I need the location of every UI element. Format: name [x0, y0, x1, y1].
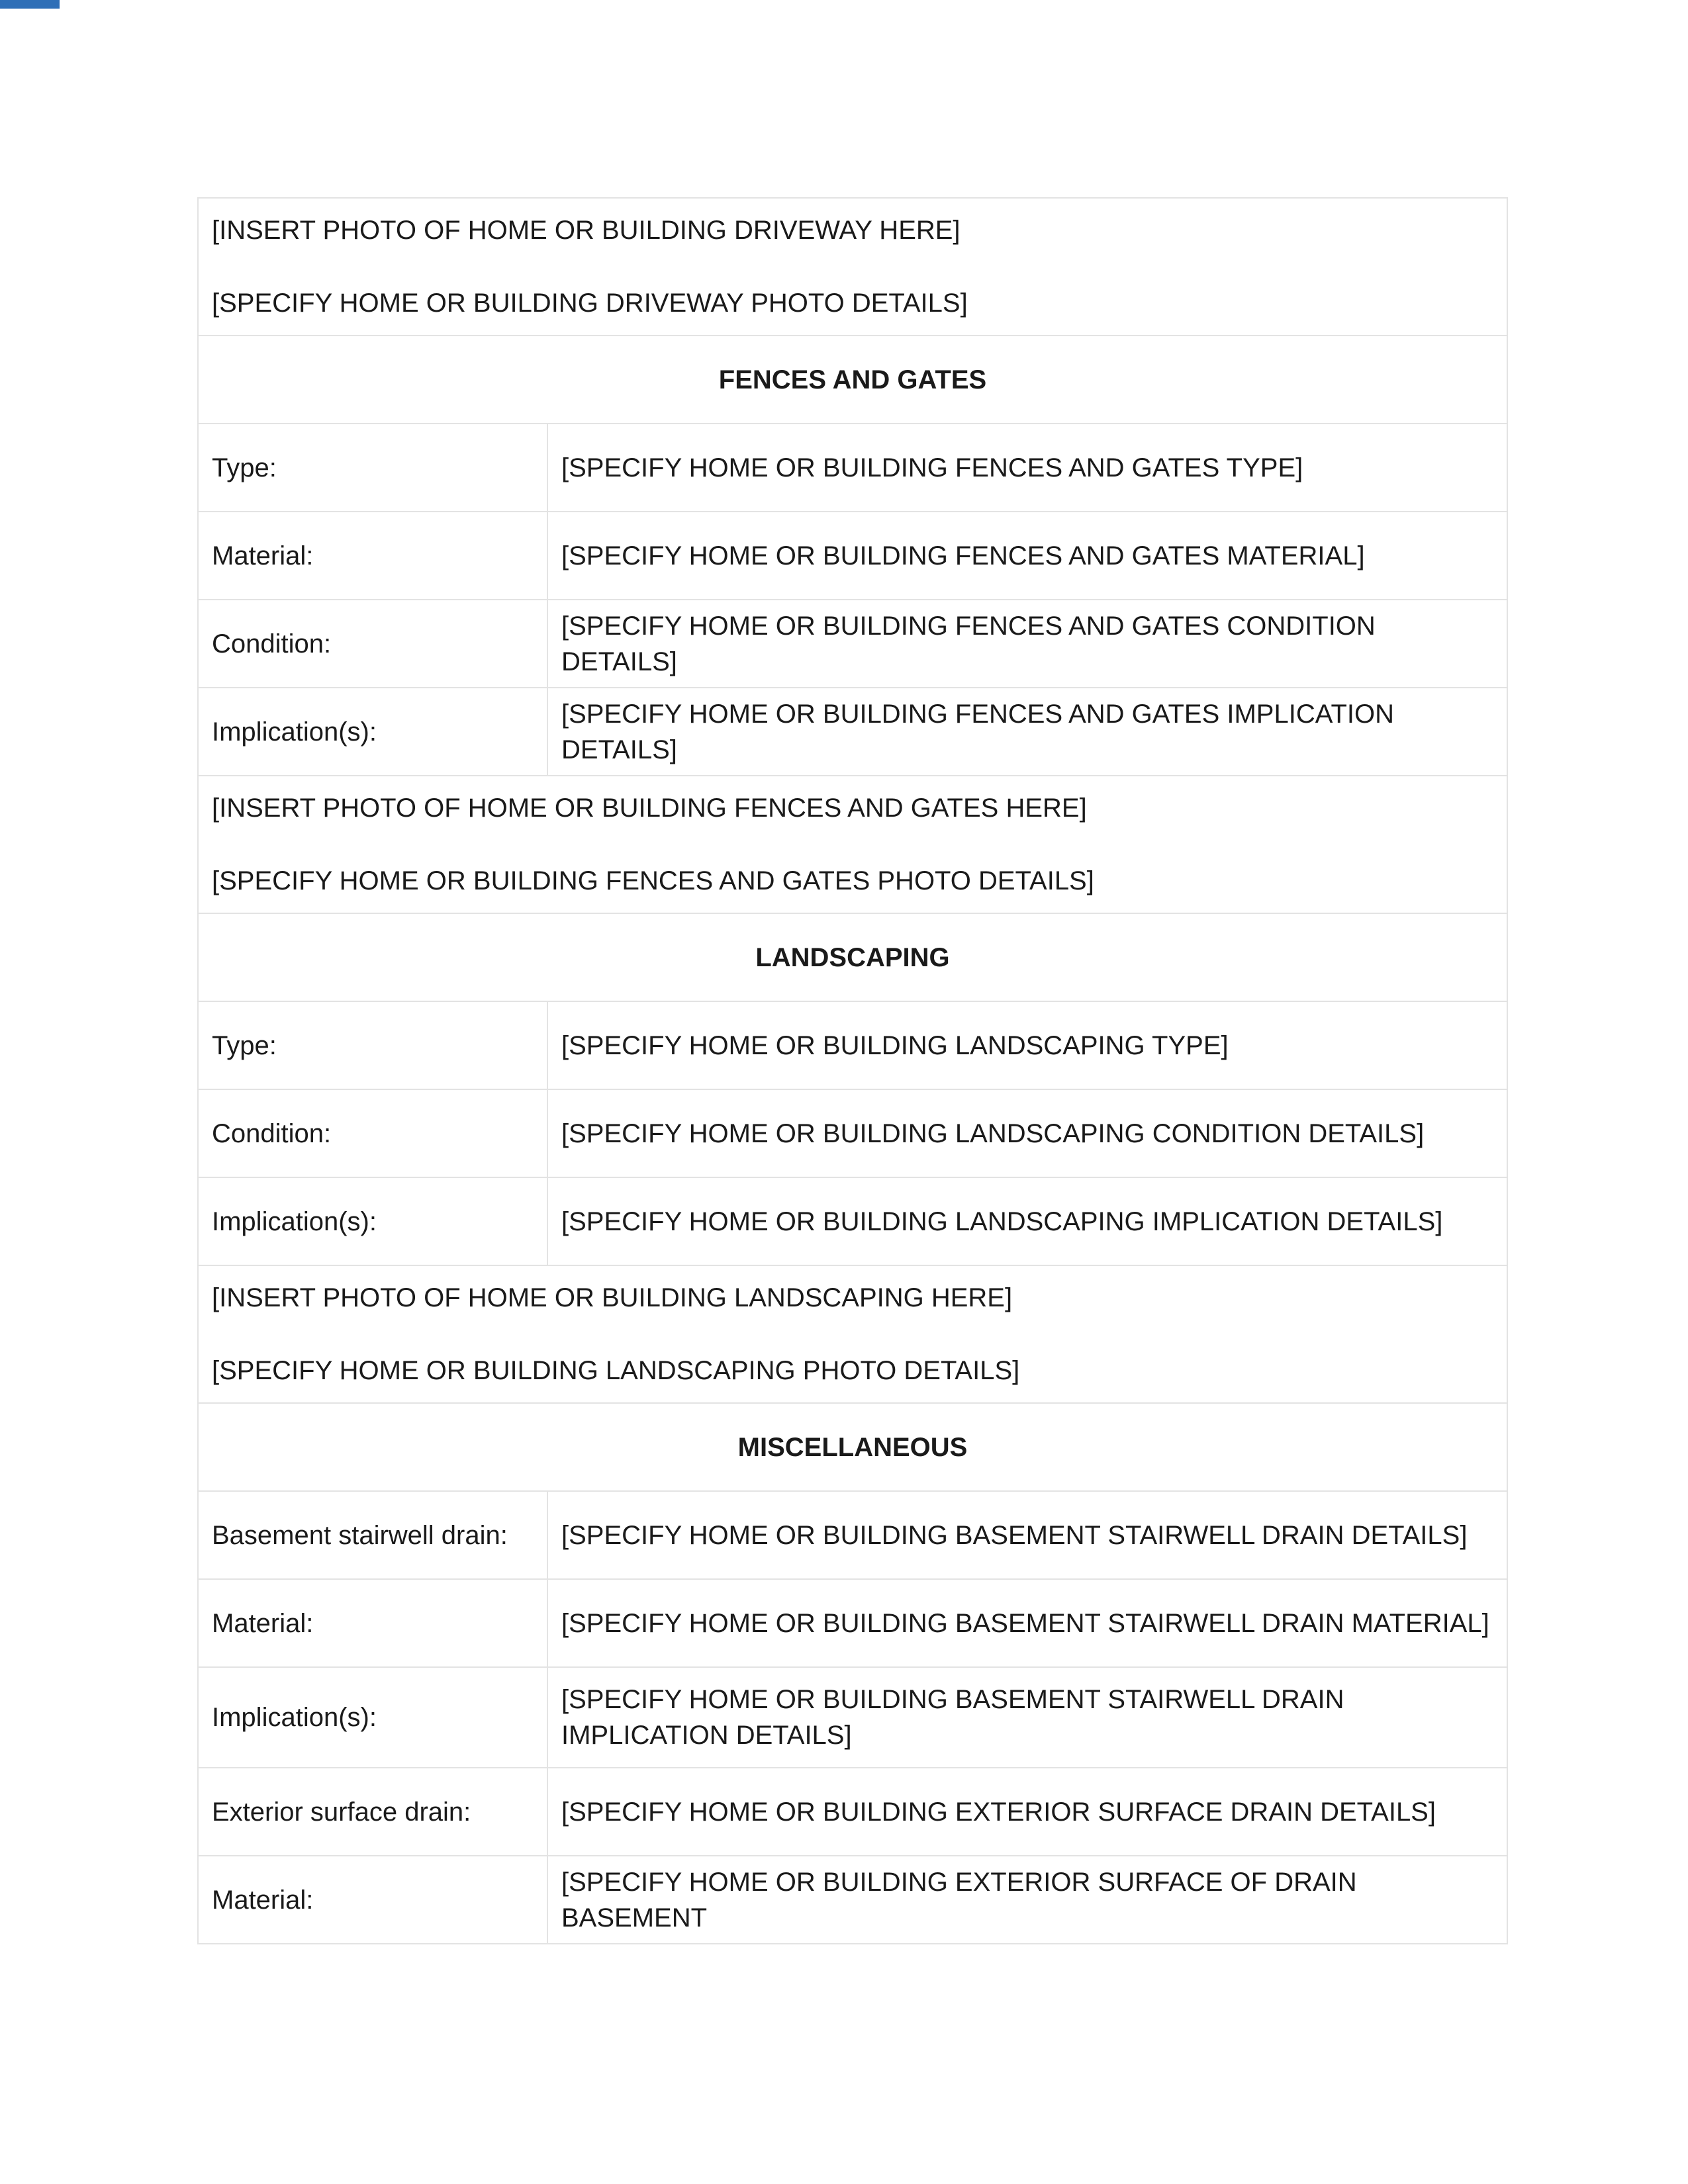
fences-photo-insert: [INSERT PHOTO OF HOME OR BUILDING FENCES AND GATES HERE]	[212, 794, 1087, 823]
fences-photo-cell[interactable]	[198, 776, 1507, 913]
field-label: Condition:	[198, 1089, 547, 1177]
landscaping-photo-cell[interactable]	[198, 1265, 1507, 1403]
table-row	[198, 600, 1507, 688]
misc-heading: MISCELLANEOUS	[198, 1403, 1507, 1491]
table-row	[198, 1089, 1507, 1177]
landscaping-photo-row	[198, 1265, 1507, 1403]
field-label: Type:	[198, 1001, 547, 1089]
driveway-photo-details: [SPECIFY HOME OR BUILDING DRIVEWAY PHOTO DETAILS]	[212, 289, 968, 318]
fences-photo-row	[198, 776, 1507, 913]
field-label: Material:	[198, 1579, 547, 1667]
fences-photo-details: [SPECIFY HOME OR BUILDING FENCES AND GATES PHOTO DETAILS]	[212, 866, 1094, 895]
landscaping-heading-row	[198, 913, 1507, 1001]
field-value[interactable]: [SPECIFY HOME OR BUILDING LANDSCAPING CONDITION DETAILS]	[547, 1089, 1507, 1177]
field-label: Exterior surface drain:	[198, 1768, 547, 1856]
table-row	[198, 1491, 1507, 1579]
fences-heading-row	[198, 336, 1507, 424]
table-row	[198, 1856, 1507, 1944]
fences-heading: FENCES AND GATES	[198, 336, 1507, 424]
landscaping-photo-details: [SPECIFY HOME OR BUILDING LANDSCAPING PHOTO DETAILS]	[212, 1356, 1020, 1385]
field-label: Material:	[198, 1856, 547, 1944]
field-label: Implication(s):	[198, 1667, 547, 1768]
field-value[interactable]: [SPECIFY HOME OR BUILDING LANDSCAPING IMPLICATION DETAILS]	[547, 1177, 1507, 1265]
landscaping-heading: LANDSCAPING	[198, 913, 1507, 1001]
field-label: Basement stairwell drain:	[198, 1491, 547, 1579]
table-row	[198, 1177, 1507, 1265]
table-row	[198, 1001, 1507, 1089]
driveway-photo-insert: [INSERT PHOTO OF HOME OR BUILDING DRIVEWAY HERE]	[212, 216, 961, 245]
field-value[interactable]: [SPECIFY HOME OR BUILDING LANDSCAPING TYPE]	[547, 1001, 1507, 1089]
field-value[interactable]: [SPECIFY HOME OR BUILDING BASEMENT STAIRWELL DRAIN IMPLICATION DETAILS]	[547, 1667, 1507, 1768]
table-row	[198, 512, 1507, 600]
driveway-photo-row	[198, 198, 1507, 336]
corner-accent-bar	[0, 0, 60, 9]
field-value[interactable]: [SPECIFY HOME OR BUILDING EXTERIOR SURFACE OF DRAIN BASEMENT	[547, 1856, 1507, 1944]
table-row	[198, 1579, 1507, 1667]
field-label: Material:	[198, 512, 547, 600]
inspection-report-table	[197, 197, 1508, 1944]
driveway-photo-cell[interactable]	[198, 198, 1507, 336]
field-value[interactable]: [SPECIFY HOME OR BUILDING FENCES AND GATES MATERIAL]	[547, 512, 1507, 600]
field-label: Implication(s):	[198, 1177, 547, 1265]
field-label: Type:	[198, 424, 547, 512]
landscaping-photo-insert: [INSERT PHOTO OF HOME OR BUILDING LANDSCAPING HERE]	[212, 1283, 1013, 1312]
table-row	[198, 1768, 1507, 1856]
table-row	[198, 424, 1507, 512]
field-value[interactable]: [SPECIFY HOME OR BUILDING FENCES AND GATES TYPE]	[547, 424, 1507, 512]
table-row	[198, 1667, 1507, 1768]
misc-heading-row	[198, 1403, 1507, 1491]
table-row	[198, 688, 1507, 776]
field-label: Implication(s):	[198, 688, 547, 776]
field-value[interactable]: [SPECIFY HOME OR BUILDING BASEMENT STAIRWELL DRAIN MATERIAL]	[547, 1579, 1507, 1667]
field-value[interactable]: [SPECIFY HOME OR BUILDING FENCES AND GATES CONDITION DETAILS]	[547, 600, 1507, 688]
field-value[interactable]: [SPECIFY HOME OR BUILDING FENCES AND GATES IMPLICATION DETAILS]	[547, 688, 1507, 776]
field-value[interactable]: [SPECIFY HOME OR BUILDING BASEMENT STAIRWELL DRAIN DETAILS]	[547, 1491, 1507, 1579]
field-label: Condition:	[198, 600, 547, 688]
field-value[interactable]: [SPECIFY HOME OR BUILDING EXTERIOR SURFACE DRAIN DETAILS]	[547, 1768, 1507, 1856]
